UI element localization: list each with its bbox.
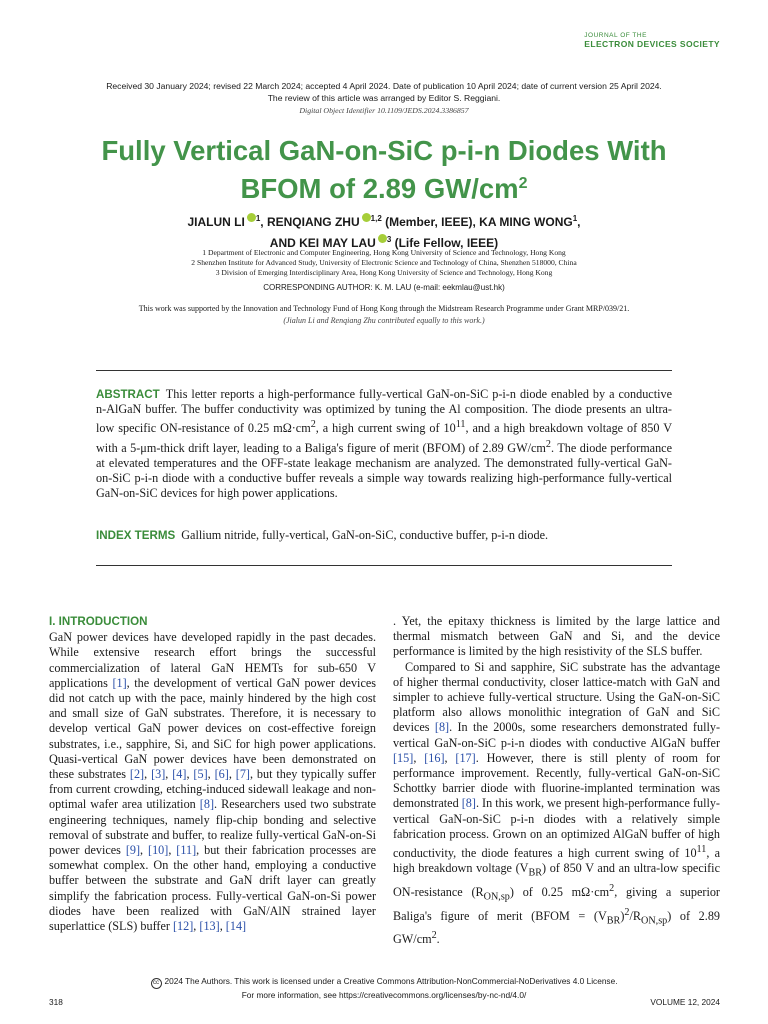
- author-jialun-li: JIALUN LI: [187, 215, 245, 229]
- funding: This work was supported by the Innovation and Technology Fund of Hong Kong through the Midstream Research Programme under Grant MRP/039/21.: [138, 304, 630, 313]
- affiliation: 1 Department of Electronic and Computer Engineering, Hong Kong University of Science and Technology, Hong Kong: [202, 248, 566, 257]
- funding-note: [60, 303, 708, 327]
- citation-link[interactable]: [15]: [393, 750, 414, 765]
- author-note: (Member, IEEE),: [385, 215, 476, 229]
- author-ka-ming-wong: KA MING WONG: [479, 215, 573, 229]
- citation-link[interactable]: [8]: [434, 720, 450, 735]
- citation-link[interactable]: [8]: [461, 796, 476, 811]
- orcid-icon[interactable]: [378, 234, 387, 243]
- orcid-icon[interactable]: [362, 213, 371, 222]
- license-line: [40, 975, 728, 989]
- title-line2: [40, 167, 728, 205]
- author-list: [60, 210, 708, 252]
- citation-link[interactable]: [17]: [455, 750, 476, 765]
- abstract-text: , and a high breakdown voltage of 850 V with a 5-μm-thick drift layer, leading to a Baliga's figure of merit (BFOM) of 2.89 GW/cm: [96, 421, 672, 455]
- abstract-text: , a high current swing of 10: [315, 421, 456, 436]
- index-terms: [96, 528, 672, 543]
- citation-link[interactable]: [8]: [199, 797, 215, 812]
- abstract-label: ABSTRACT: [96, 388, 160, 401]
- paragraph: . Yet, the epitaxy thickness is limited by the large lattice and thermal mismatch between GaN and Si, and the device performance is limited by the high resistivity of the SLS buffer.: [393, 614, 720, 659]
- citation-link[interactable]: [10]: [148, 843, 169, 858]
- citation-link[interactable]: [6]: [214, 767, 229, 782]
- citation-link[interactable]: [4]: [172, 767, 187, 782]
- received-line: Received 30 January 2024; revised 22 March 2024; accepted 4 April 2024. Date of publication 10 April 2024; date of current version 25 April 2024.: [106, 81, 662, 91]
- column-left: [49, 614, 376, 934]
- index-terms-label: INDEX TERMS: [96, 529, 176, 542]
- citation-link[interactable]: [11]: [176, 843, 197, 858]
- affiliation: 2 Shenzhen Institute for Advanced Study, University of Electronic Science and Technology of China, Shenzhen 518000, China: [191, 258, 577, 267]
- citation-link[interactable]: [9]: [125, 843, 141, 858]
- author-kei-may-lau: AND KEI MAY LAU: [269, 236, 376, 250]
- title-superscript: 2: [518, 175, 528, 192]
- paragraph: Compared to Si and sapphire, SiC substrate has the advantage of higher thermal conductivity, closer lattice-match with GaN and simpler to achieve fully-vertical structure. Using the GaN-on-SiC platform also allows monolithic integration of GaN and SiC devices [8]. In the 2000s, some researchers demonstrated fully-vertical GaN-on-SiC p-i-n diodes with conductive AlGaN buffer [15], [16], [17]. However, there is still plenty of room for performance improvement. Recently, fully-vertical GaN-on-SiC Schottky barrier diode with fluorine-implanted termination was demonstrated [8]. In this work, we present high-performance fully-vertical GaN-on-SiC p-i-n diodes with a relatively simple fabrication process. Grown on an optimized AlGaN buffer of high conductivity, the diode features a high current swing of $10^{11}$, a high breakdown voltage $(V_{BR})$ of 850 V and an ultra-low specific ON-resistance $(R_{ON,sp})$ of 0.25 $m\Omega\cdot cm^2$, giving a superior Baliga's figure of merit (BFOM = $(V_{BR})^2/R_{ON,sp}$) of 2.89 $GW/cm^2$.: [393, 659, 721, 947]
- license-info[interactable]: For more information, see https://creativecommons.org/licenses/by-nc-nd/4.0/: [241, 990, 527, 1000]
- index-terms-text: Gallium nitride, fully-vertical, GaN-on-SiC, conductive buffer, p-i-n diode.: [181, 528, 549, 542]
- divider-top: [96, 370, 672, 371]
- author-line1: JIALUN LI $^1$, RENQIANG ZHU $^{1,2}$ (Member, IEEE), KA MING WONG$^1$,: [187, 214, 581, 229]
- sup: 2: [310, 419, 316, 431]
- journal-logo: [584, 32, 720, 49]
- affiliation: 3 Division of Emerging Interdisciplinary Area, Hong Kong University of Science and Technology, Hong Kong: [215, 268, 553, 277]
- license-text: 2024 The Authors. This work is licensed under a Creative Commons Attribution-NonCommercial-NoDerivatives 4.0 License.: [164, 976, 618, 986]
- creative-commons-icon: cc: [151, 978, 162, 989]
- divider-bottom: [96, 565, 672, 566]
- citation-link[interactable]: [7]: [235, 767, 250, 782]
- citation-link[interactable]: [3]: [151, 767, 166, 782]
- received-dates: [40, 80, 728, 104]
- citation-link[interactable]: [13]: [199, 919, 220, 934]
- journal-logo-line2: ELECTRON DEVICES SOCIETY: [584, 39, 720, 49]
- column-right: [393, 614, 720, 948]
- equal-contribution: (Jialun Li and Renqiang Zhu contributed equally to this work.): [283, 316, 485, 325]
- author-sup: 3: [386, 235, 392, 244]
- author-sup: 1: [255, 214, 261, 223]
- license-footer: [40, 975, 728, 1001]
- paper-title: [40, 134, 728, 205]
- paragraph: GaN power devices have developed rapidly in the past decades. While extensive research effort brings the successful commercialization of lateral GaN HEMTs for sub-650 V applications [1], the development of vertical GaN power devices did not catch up with the pace, mainly hindered by the high cost and small size of GaN substrates. Therefore, it is necessary to develop vertical GaN power devices on cost-effective foreign substrates, i.e., sapphire, Si, and SiC for high power applications. Quasi-vertical GaN power devices have been demonstrated on these substrates [2], [3], [4], [5], [6], [7], but they typically suffer from current crowding, etching-induced sidewall leakage and non-optimal wafer area utilization [8]. Researchers used two substrate engineering techniques, namely flip-chip bonding and selective removal of substrate and buffer, to realize fully-vertical GaN-on-Si power devices [9], [10], [11], but their fabrication processes are somewhat complex. On the other hand, employing a conductive buffer between the substrate and GaN drift layer can greatly simplify the fabrication process. Fully-vertical GaN-on-Si power diodes have been realized with GaN/AlN strained layer superlattice (SLS) buffer [12], [13], [14]: [49, 630, 377, 934]
- abstract-text: . The diode performance at elevated temperatures and the OFF-state leakage mechanism are analyzed. The demonstrated fully-vertical GaN-on-SiC p-i-n diode with a conductive buffer reveals a simple way towards realizing high-performance fully-vertical GaN-on-SiC devices for high power applications.: [96, 440, 672, 501]
- citation-link[interactable]: [5]: [193, 767, 208, 782]
- citation-link[interactable]: [16]: [424, 750, 445, 765]
- doi: Digital Object Identifier 10.1109/JEDS.2024.3386857: [299, 106, 469, 115]
- title-line1: Fully Vertical GaN-on-SiC p-i-n Diodes With: [101, 135, 667, 166]
- journal-logo-line1: JOURNAL OF THE: [584, 32, 647, 39]
- author-sup: 1: [572, 214, 578, 223]
- author-sup: 1,2: [370, 214, 382, 223]
- citation-link[interactable]: [14]: [225, 919, 247, 934]
- sup: 2: [545, 438, 551, 450]
- volume-info: VOLUME 12, 2024: [650, 997, 720, 1007]
- citation-link[interactable]: [12]: [172, 919, 194, 934]
- section-heading: I. INTRODUCTION: [49, 615, 148, 628]
- title-line2-text: BFOM of 2.89 GW/cm: [240, 173, 519, 204]
- review-line: The review of this article was arranged by Editor S. Reggiani.: [267, 93, 501, 103]
- author-note: (Life Fellow, IEEE): [394, 236, 499, 250]
- orcid-icon[interactable]: [247, 213, 256, 222]
- author-renqiang-zhu: RENQIANG ZHU: [266, 215, 360, 229]
- page-number: 318: [49, 997, 63, 1007]
- citation-link[interactable]: [2]: [129, 767, 145, 782]
- corresponding-author: CORRESPONDING AUTHOR: K. M. LAU (e-mail: eekmlau@ust.hk): [263, 283, 505, 292]
- abstract-text: This letter reports a high-performance fully-vertical GaN-on-SiC p-i-n diode enabled by a conductive n-AlGaN buffer. The buffer conductivity was optimized by tuning the Al composition. The diode presents an ultra-low specific ON-resistance of 0.25 mΩ·cm: [96, 387, 672, 436]
- citation-link[interactable]: [1]: [112, 675, 127, 690]
- affiliations: [60, 248, 708, 278]
- sup: 11: [455, 419, 466, 431]
- abstract: [96, 387, 672, 502]
